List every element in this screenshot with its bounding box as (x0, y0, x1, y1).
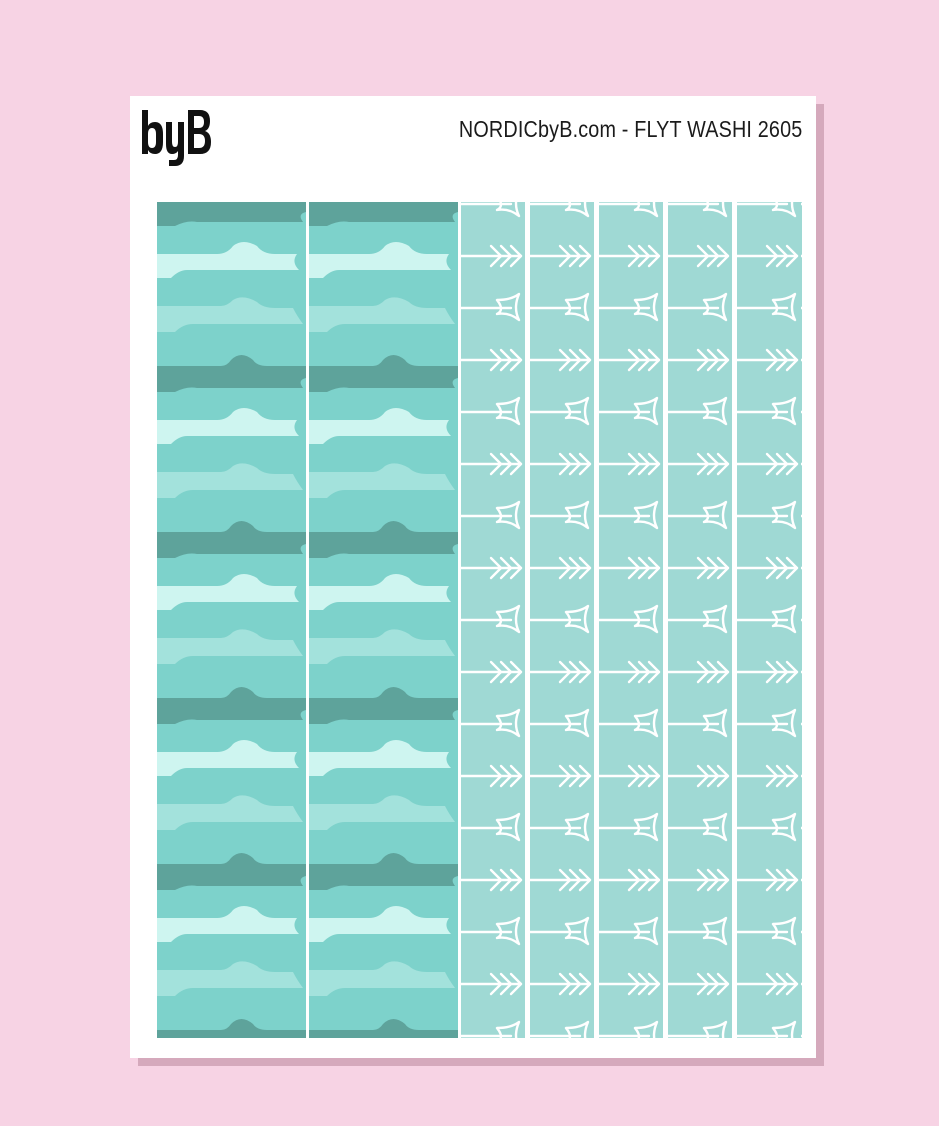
wave-icon (157, 202, 306, 1038)
narrow-washi-strip-5[interactable] (737, 202, 802, 1038)
narrow-washi-strip-2[interactable] (530, 202, 594, 1038)
narrow-washi-strip-4[interactable] (668, 202, 732, 1038)
arrow-icon (599, 202, 663, 1038)
arrow-icon (461, 202, 525, 1038)
brand-logo (140, 108, 212, 166)
arrow-icon (530, 202, 594, 1038)
sheet-title: NORDICbyB.com - FLYT WASHI 2605 (458, 116, 802, 142)
arrow-icon (737, 202, 802, 1038)
wave-icon (309, 202, 458, 1038)
wide-washi-strip-1[interactable] (157, 202, 306, 1038)
arrow-icon (668, 202, 732, 1038)
sticker-sheet (130, 96, 816, 1058)
wide-washi-strip-2[interactable] (309, 202, 458, 1038)
narrow-washi-strip-3[interactable] (599, 202, 663, 1038)
narrow-washi-strip-1[interactable] (461, 202, 525, 1038)
